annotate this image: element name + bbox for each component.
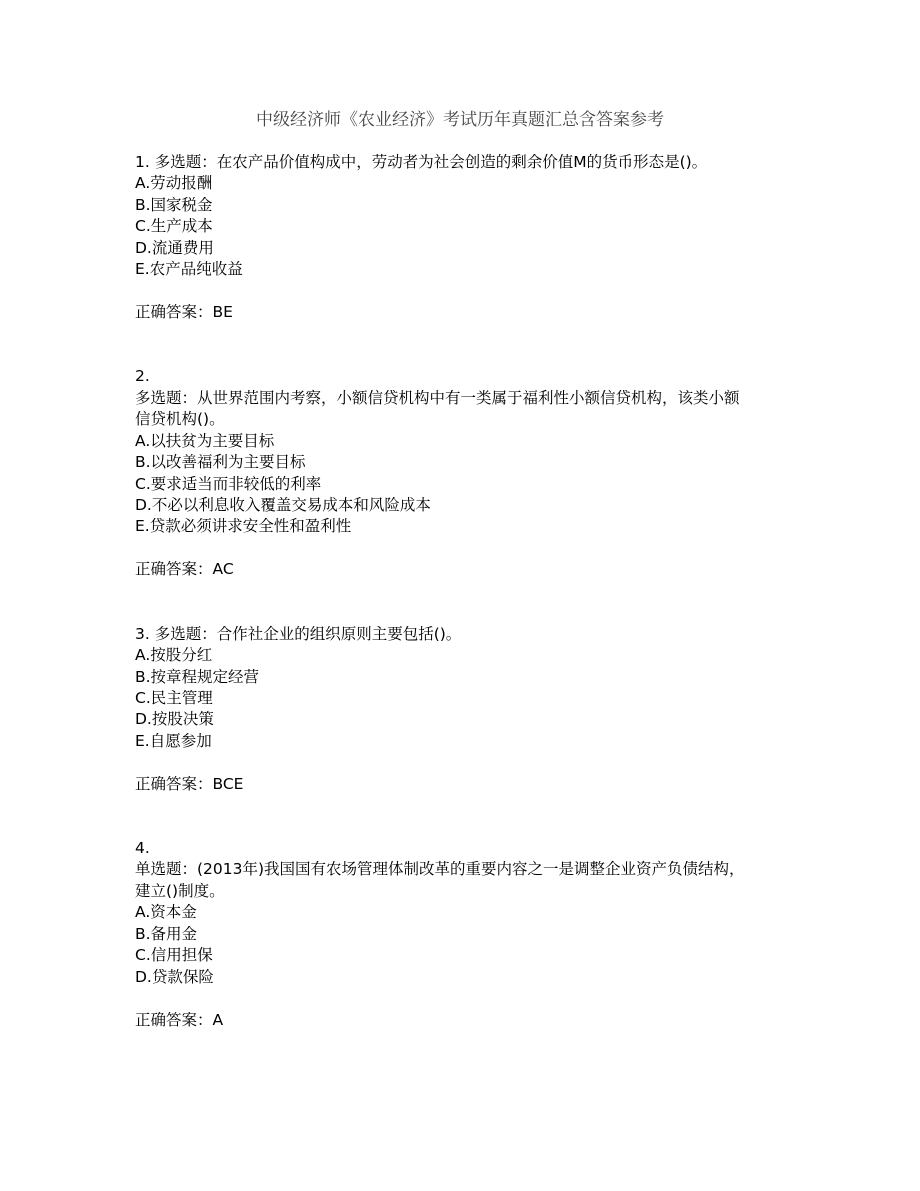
answer-option: E.自愿参加 — [135, 731, 212, 750]
question-stem: 1. 多选题：在农产品价值构成中，劳动者为社会创造的剩余价值M的货币形态是()。 — [135, 153, 708, 171]
answer-option: A.按股分红 — [135, 646, 213, 665]
answer-option: B.国家税金 — [135, 195, 213, 214]
question-stem: 单选题：(2013年)我国国有农场管理体制改革的重要内容之一是调整企业资产负债结构， — [135, 860, 745, 879]
answer-option: D.流通费用 — [135, 238, 214, 257]
question-stem: 建立()制度。 — [135, 881, 225, 900]
correct-answer: 正确答案：A — [135, 1010, 224, 1029]
question-block — [135, 624, 815, 838]
answer-option: C.民主管理 — [135, 688, 213, 707]
answer-option: D.不必以利息收入覆盖交易成本和风险成本 — [135, 496, 431, 514]
question-stem: 多选题：从世界范围内考察，小额信贷机构中有一类属于福利性小额信贷机构，该类小额 — [135, 388, 740, 407]
answer-option: D.贷款保险 — [135, 967, 214, 986]
question-list — [135, 152, 815, 1074]
question-block — [135, 366, 815, 623]
question-stem: 2. — [135, 367, 150, 386]
correct-answer: 正确答案：BCE — [135, 774, 244, 793]
answer-option: B.备用金 — [135, 924, 198, 943]
correct-answer: 正确答案：AC — [135, 560, 234, 579]
answer-option: B.以改善福利为主要目标 — [135, 453, 306, 472]
answer-option: B.按章程规定经营 — [135, 667, 260, 686]
answer-option: A.劳动报酬 — [135, 174, 213, 193]
question-stem: 信贷机构()。 — [135, 410, 225, 429]
answer-option: C.生产成本 — [135, 217, 213, 236]
question-stem: 3. 多选题：合作社企业的组织原则主要包括()。 — [135, 624, 462, 643]
answer-option: E.贷款必须讲求安全性和盈利性 — [135, 517, 352, 536]
question-stem: 4. — [135, 839, 150, 857]
answer-option: C.信用担保 — [135, 946, 213, 965]
answer-option: D.按股决策 — [135, 710, 214, 729]
answer-option: E.农产品纯收益 — [135, 260, 243, 279]
question-block — [135, 838, 815, 1074]
answer-option: A.资本金 — [135, 903, 197, 922]
answer-option: C.要求适当而非较低的利率 — [135, 474, 322, 493]
correct-answer: 正确答案：BE — [135, 303, 233, 322]
document-title: 中级经济师《农业经济》考试历年真题汇总含答案参考 — [256, 110, 664, 130]
answer-option: A.以扶贫为主要目标 — [135, 431, 275, 450]
question-block — [135, 152, 815, 366]
